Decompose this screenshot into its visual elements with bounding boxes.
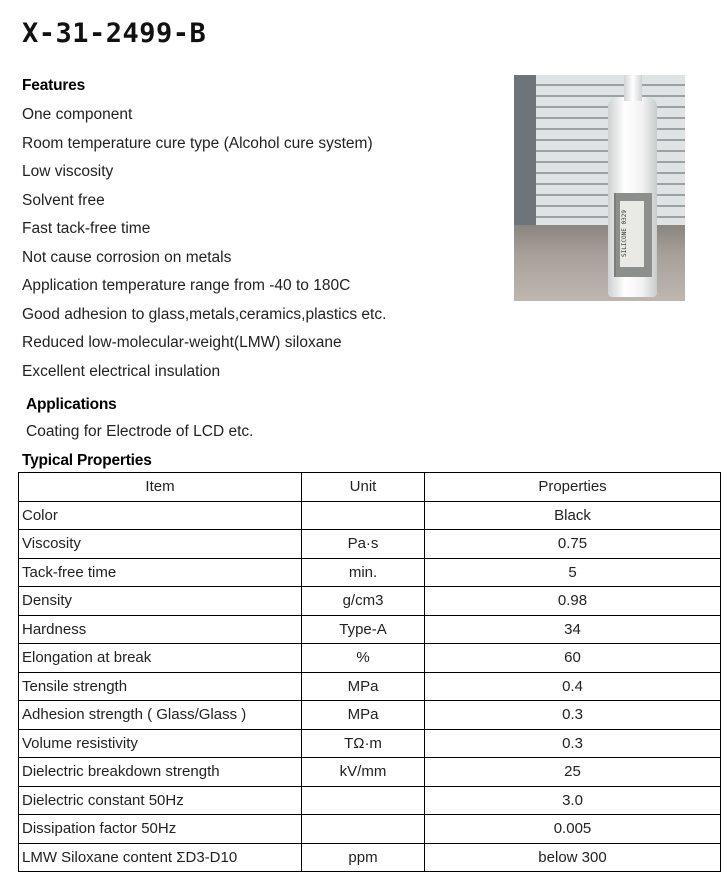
cell-item: Color bbox=[19, 501, 302, 530]
column-header-properties: Properties bbox=[425, 473, 721, 502]
table-row bbox=[19, 615, 721, 644]
cell-item: Elongation at break bbox=[19, 644, 302, 673]
table-row bbox=[19, 644, 721, 673]
cell-item: Tack-free time bbox=[19, 558, 302, 587]
wall-shadow bbox=[514, 75, 536, 240]
feature-item: Room temperature cure type (Alcohol cure system) bbox=[22, 134, 373, 152]
cell-value: 0.4 bbox=[425, 672, 721, 701]
feature-item: Low viscosity bbox=[22, 163, 114, 180]
cell-item: Adhesion strength ( Glass/Glass ) bbox=[19, 701, 302, 730]
cell-item: Dissipation factor 50Hz bbox=[19, 815, 302, 844]
cell-item: Viscosity bbox=[19, 530, 302, 559]
feature-item: One component bbox=[22, 106, 133, 123]
column-header-item: Item bbox=[19, 473, 302, 502]
applications-text: Coating for Electrode of LCD etc. bbox=[26, 423, 254, 440]
product-title: X-31-2499-B bbox=[22, 18, 207, 49]
properties-table bbox=[18, 472, 721, 872]
cell-unit bbox=[302, 501, 425, 530]
cell-unit: ppm bbox=[302, 843, 425, 872]
table-row bbox=[19, 558, 721, 587]
cell-item: LMW Siloxane content ΣD3-D10 bbox=[19, 843, 302, 872]
feature-item: Not cause corrosion on metals bbox=[22, 248, 232, 266]
cell-item: Hardness bbox=[19, 615, 302, 644]
cell-value: 0.3 bbox=[425, 729, 721, 758]
desk-surface bbox=[514, 225, 685, 301]
table-row bbox=[19, 672, 721, 701]
table-row bbox=[19, 587, 721, 616]
typical-properties-heading: Typical Properties bbox=[22, 452, 152, 469]
window-blinds bbox=[514, 75, 685, 240]
feature-item: Good adhesion to glass,metals,ceramics,plastics etc. bbox=[22, 305, 387, 323]
cell-unit: kV/mm bbox=[302, 758, 425, 787]
table-row bbox=[19, 501, 721, 530]
cell-unit: MPa bbox=[302, 672, 425, 701]
feature-item: Excellent electrical insulation bbox=[22, 362, 221, 380]
bottle-nozzle bbox=[624, 75, 642, 101]
column-header-unit: Unit bbox=[302, 473, 425, 502]
cell-item: Dielectric constant 50Hz bbox=[19, 786, 302, 815]
features-list bbox=[22, 104, 386, 389]
cell-item: Volume resistivity bbox=[19, 729, 302, 758]
features-heading: Features bbox=[22, 77, 86, 94]
cell-value: 5 bbox=[425, 558, 721, 587]
feature-item: Application temperature range from -40 to 180C bbox=[22, 277, 351, 294]
cell-value: Black bbox=[425, 501, 721, 530]
cell-unit: TΩ·m bbox=[302, 729, 425, 758]
table-row bbox=[19, 786, 721, 815]
cell-unit: MPa bbox=[302, 701, 425, 730]
table-header-row bbox=[19, 473, 721, 502]
feature-item: Reduced low-molecular-weight(LMW) siloxane bbox=[22, 334, 342, 351]
cell-unit: g/cm3 bbox=[302, 587, 425, 616]
cell-unit bbox=[302, 815, 425, 844]
product-photo bbox=[514, 75, 685, 301]
table-row bbox=[19, 758, 721, 787]
applications-heading: Applications bbox=[26, 396, 117, 413]
feature-item: Solvent free bbox=[22, 191, 105, 209]
cell-item: Density bbox=[19, 587, 302, 616]
table-row bbox=[19, 843, 721, 872]
table-row bbox=[19, 815, 721, 844]
cell-item: Dielectric breakdown strength bbox=[19, 758, 302, 787]
cell-unit: Pa·s bbox=[302, 530, 425, 559]
bottle-label-text: SILICONE 0329 bbox=[621, 210, 628, 257]
cell-value: 0.005 bbox=[425, 815, 721, 844]
cell-value: below 300 bbox=[425, 843, 721, 872]
cell-value: 0.98 bbox=[425, 587, 721, 616]
cell-value: 25 bbox=[425, 758, 721, 787]
table-row bbox=[19, 729, 721, 758]
table-row bbox=[19, 701, 721, 730]
cell-value: 60 bbox=[425, 644, 721, 673]
cell-unit: min. bbox=[302, 558, 425, 587]
feature-item: Fast tack-free time bbox=[22, 220, 151, 237]
cell-value: 0.3 bbox=[425, 701, 721, 730]
cell-unit bbox=[302, 786, 425, 815]
cell-unit: Type-A bbox=[302, 615, 425, 644]
cell-value: 0.75 bbox=[425, 530, 721, 559]
cell-value: 3.0 bbox=[425, 786, 721, 815]
cell-value: 34 bbox=[425, 615, 721, 644]
table-row bbox=[19, 530, 721, 559]
cell-item: Tensile strength bbox=[19, 672, 302, 701]
cell-unit: % bbox=[302, 644, 425, 673]
